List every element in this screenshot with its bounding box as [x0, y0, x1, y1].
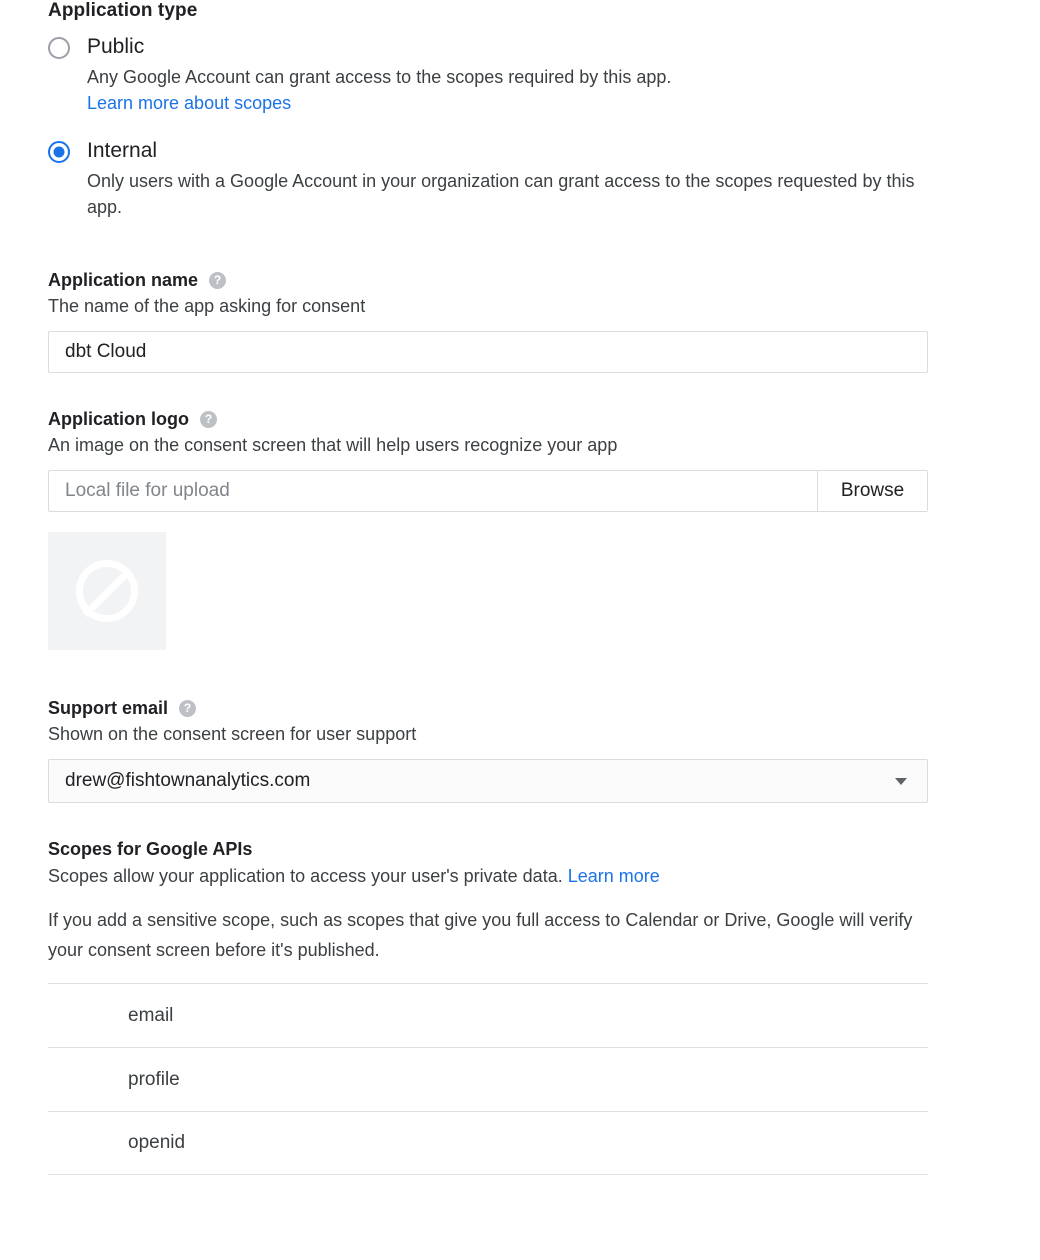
radio-public-description: Any Google Account can grant access to the scopes required by this app.	[87, 67, 672, 87]
support-email-sublabel: Shown on the consent screen for user support	[48, 724, 417, 744]
application-name-input[interactable]: dbt Cloud	[48, 331, 928, 373]
table-row[interactable]: openid	[48, 1111, 928, 1175]
radio-public-icon[interactable]	[48, 37, 70, 59]
radio-public-label: Public	[87, 35, 145, 58]
table-row[interactable]: email	[48, 983, 928, 1047]
no-image-icon	[76, 560, 138, 622]
application-type-radio-group[interactable]	[48, 34, 1040, 220]
logo-file-input[interactable]: Local file for upload	[65, 480, 230, 501]
support-email-select[interactable]	[48, 759, 928, 803]
application-logo-sublabel: An image on the consent screen that will help users recognize your app	[48, 435, 618, 455]
browse-button[interactable]: Browse	[817, 471, 927, 511]
support-email-label: Support email	[48, 698, 169, 718]
application-name-head	[48, 270, 1040, 291]
help-icon[interactable]: ?	[179, 700, 196, 717]
help-icon[interactable]: ?	[209, 272, 226, 289]
application-name-label: Application name	[48, 270, 199, 290]
scopes-block	[48, 839, 1040, 1175]
scopes-learn-more-link[interactable]: Learn more	[567, 866, 660, 886]
learn-more-about-scopes-link[interactable]: Learn more about scopes	[87, 93, 292, 113]
radio-internal-label: Internal	[87, 139, 158, 162]
logo-preview	[48, 532, 166, 650]
table-row[interactable]: profile	[48, 1047, 928, 1111]
support-email-field-block	[48, 698, 1040, 803]
support-email-head	[48, 698, 1040, 719]
application-logo-head	[48, 409, 1040, 430]
chevron-down-icon[interactable]	[895, 778, 907, 785]
application-logo-upload-row[interactable]	[48, 470, 928, 512]
radio-internal-icon[interactable]	[48, 141, 70, 163]
help-icon[interactable]: ?	[200, 411, 217, 428]
scopes-description-text: Scopes allow your application to access your user's private data.	[48, 866, 563, 886]
application-logo-label: Application logo	[48, 409, 189, 429]
scopes-table	[48, 983, 928, 1175]
radio-option-public[interactable]	[48, 34, 1040, 116]
application-type-title: Application type	[48, 0, 198, 21]
radio-internal-body	[87, 138, 932, 220]
support-email-value: drew@fishtownanalytics.com	[65, 770, 311, 791]
application-name-sublabel: The name of the app asking for consent	[48, 296, 366, 316]
radio-public-body	[87, 34, 671, 116]
application-logo-field-block	[48, 409, 1040, 650]
scopes-description	[48, 863, 1040, 889]
application-name-field-block	[48, 270, 1040, 373]
radio-option-internal[interactable]	[48, 138, 1040, 220]
scopes-note: If you add a sensitive scope, such as scopes that give you full access to Calendar or Drive, Google will verify your consent screen before it's published.	[48, 910, 913, 960]
radio-internal-description: Only users with a Google Account in your organization can grant access to the scopes requested by this app.	[87, 171, 915, 217]
scopes-title: Scopes for Google APIs	[48, 839, 253, 859]
